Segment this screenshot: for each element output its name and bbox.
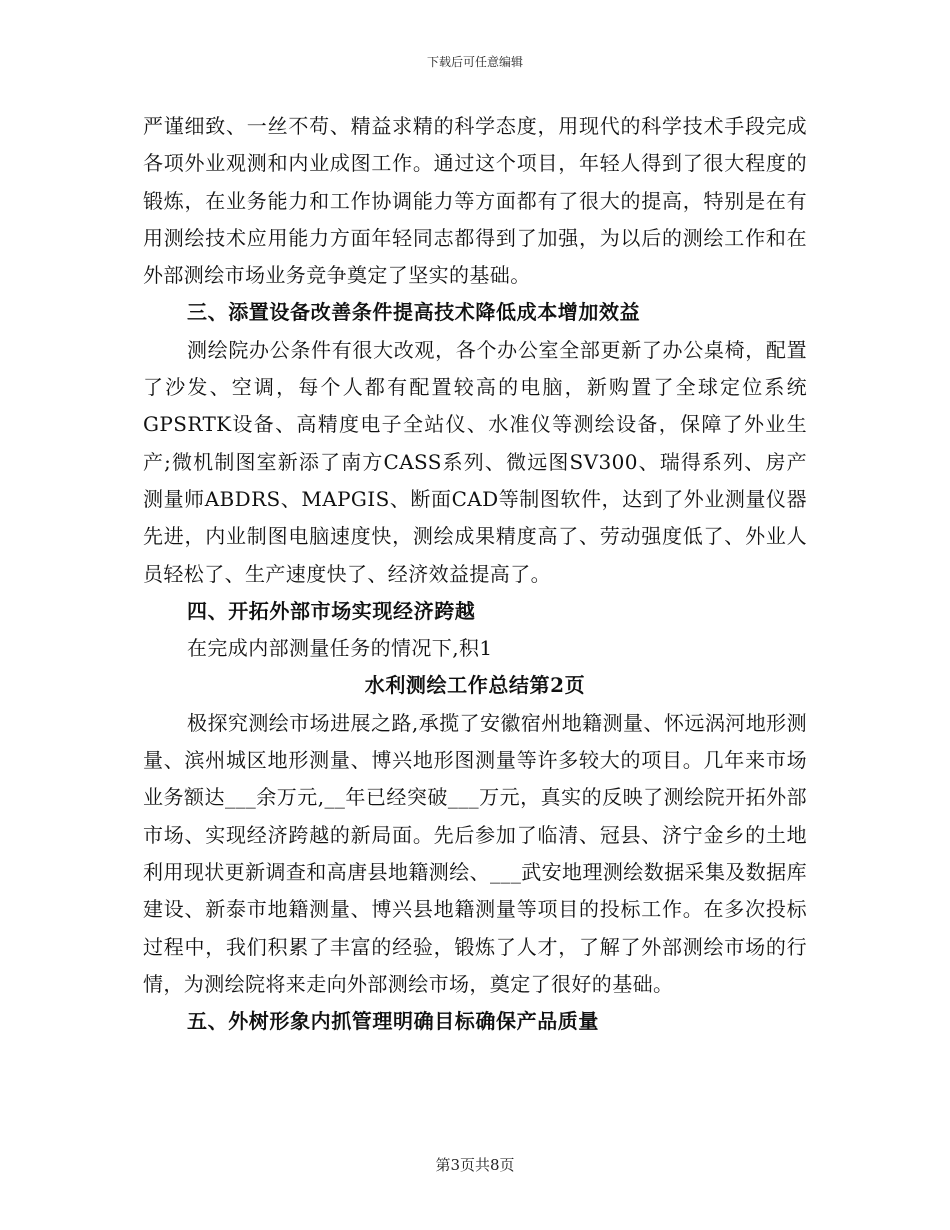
- section-heading-5: 五、外树形象内抓管理明确目标确保产品质量: [187, 1009, 599, 1034]
- page-number: 第3页共8页: [435, 1156, 515, 1174]
- document-body: [143, 108, 807, 1040]
- section-heading-3: 三、添置设备改善条件提高技术降低成本增加效益: [187, 300, 641, 325]
- section-heading-4: 四、开拓外部市场实现经济跨越: [187, 598, 476, 623]
- paragraph-equipment: 测绘院办公条件有很大改观，各个办公室全部更新了办公桌椅，配置了沙发、空调，每个人都有配置较高的电脑，新购置了全球定位系统GPSRTK设备、高精度电子全站仪、水准仪等测绘设备，保障了外业生产;微机制图室新添了南方CASS系列、微远图SV300、瑞得系列、房产测量师ABDRS、MAPGIS、断面CAD等制图软件，达到了外业测量仪器先进，内业制图电脑速度快，测绘成果精度高了、劳动强度低了、外业人员轻松了、生产速度快了、经济效益提高了。: [143, 337, 807, 586]
- paragraph-continuation: 严谨细致、一丝不苟、精益求精的科学态度，用现代的科学技术手段完成各项外业观测和内业成图工作。通过这个项目，年轻人得到了很大程度的锻炼，在业务能力和工作协调能力等方面都有了很大的提高，特别是在有用测绘技术应用能力方面年轻同志都得到了加强，为以后的测绘工作和在外部测绘市场业务竞争奠定了坚实的基础。: [143, 114, 807, 288]
- page-subtitle: 水利测绘工作总结第2页: [364, 673, 586, 698]
- paragraph-market-cont: 极探究测绘市场进展之路,承揽了安徽宿州地籍测量、怀远涡河地形测量、滨州城区地形测量、博兴地形图测量等许多较大的项目。几年来市场业务额达___余万元,__年已经突破___万元，真实的反映了测绘院开拓外部市场、实现经济跨越的新局面。先后参加了临清、冠县、济宁金乡的土地利用现状更新调查和高唐县地籍测绘、___武安地理测绘数据采集及数据库建设、新泰市地籍测量、博兴县地籍测量等项目的投标工作。在多次投标过程中，我们积累了丰富的经验，锻炼了人才，了解了外部测绘市场的行情，为测绘院将来走向外部测绘市场，奠定了很好的基础。: [143, 710, 807, 996]
- page-header-note: 下载后可任意编辑: [426, 55, 523, 69]
- paragraph-market-start: 在完成内部测量任务的情况下,积1: [187, 636, 493, 661]
